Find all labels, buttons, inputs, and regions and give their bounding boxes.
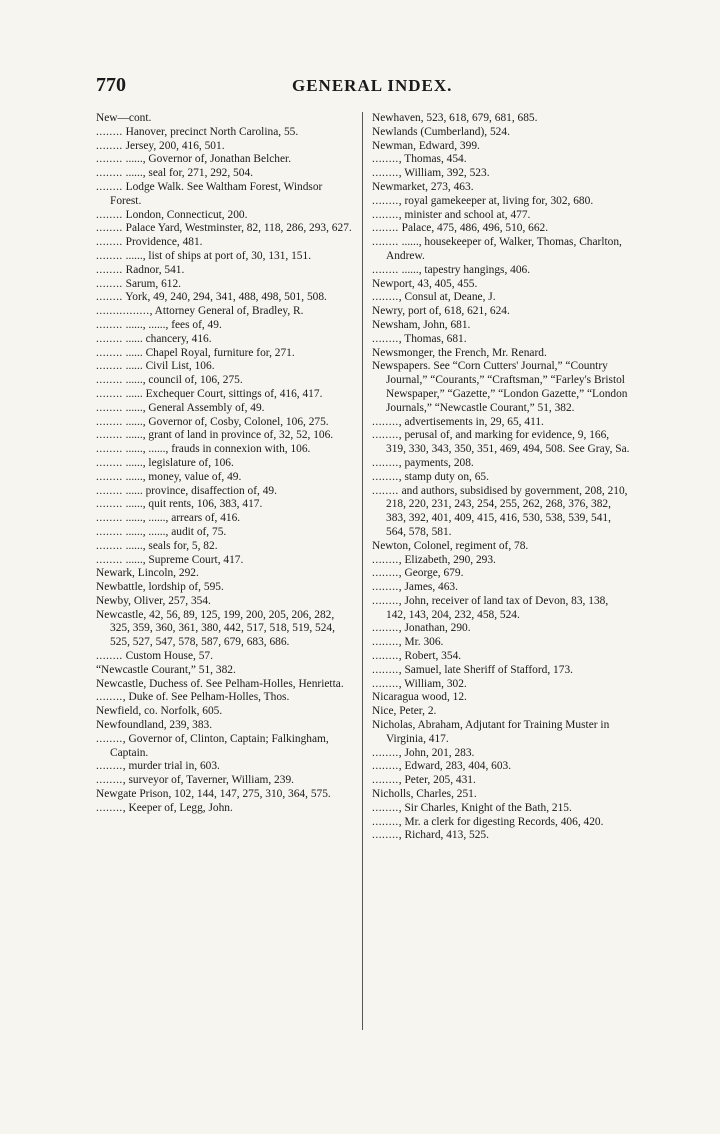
index-entry <box>372 622 630 636</box>
index-entry <box>372 236 630 264</box>
index-entry <box>372 567 630 581</box>
entry-leader: ........ <box>372 650 399 663</box>
index-entry <box>96 333 354 347</box>
entry-text: , payments, 208. <box>398 456 474 469</box>
entry-text: London, Connecticut, 200. <box>122 208 248 221</box>
entry-text: Jersey, 200, 416, 501. <box>122 139 225 152</box>
index-entry <box>96 650 354 664</box>
entry-text: Newman, Edward, 399. <box>372 139 480 152</box>
entry-text: , Mr. a clerk for digesting Records, 406, 420. <box>398 815 604 828</box>
entry-text: , Jonathan, 290. <box>398 622 471 635</box>
entry-leader: ................ <box>96 305 150 318</box>
entry-text: ......, list of ships at port of, 30, 131, 151. <box>122 249 312 262</box>
entry-text: Newfield, co. Norfolk, 605. <box>96 705 223 718</box>
entry-leader: ........ <box>96 415 123 428</box>
entry-leader: ........ <box>372 774 399 787</box>
index-entry <box>96 498 354 512</box>
entry-text: Nicaragua wood, 12. <box>372 691 467 704</box>
entry-leader: ........ <box>372 167 399 180</box>
entry-leader: ........ <box>96 539 123 552</box>
index-entry <box>372 747 630 761</box>
entry-text: , Thomas, 681. <box>398 332 467 345</box>
entry-leader: ........ <box>96 167 123 180</box>
entry-leader: ........ <box>96 429 123 442</box>
index-entry <box>372 816 630 830</box>
entry-text: ...... Exchequer Court, sittings of, 416, 417. <box>122 387 323 400</box>
entry-leader: ........ <box>96 732 123 745</box>
entry-leader: ........ <box>96 222 123 235</box>
entry-leader: ........ <box>372 291 399 304</box>
entry-text: , Duke of. See Pelham-Holles, Thos. <box>122 691 290 704</box>
index-entry <box>372 719 630 747</box>
entry-leader: ........ <box>372 263 399 276</box>
entry-text: ......, seals for, 5, 82. <box>122 539 218 552</box>
index-entry <box>372 691 630 705</box>
index-entry <box>372 181 630 195</box>
index-entry <box>372 595 630 623</box>
entry-leader: ........ <box>96 443 123 456</box>
entry-text: Newcastle, Duchess of. See Pelham-Holles, Henrietta. <box>96 677 344 690</box>
index-entry <box>372 471 630 485</box>
page-number: 770 <box>96 74 126 96</box>
entry-leader: ........ <box>372 484 399 497</box>
index-entry <box>372 126 630 140</box>
entry-text: Newton, Colonel, regiment of, 78. <box>372 539 529 552</box>
index-entry <box>96 264 354 278</box>
index-entry <box>372 802 630 816</box>
index-entry <box>96 595 354 609</box>
entry-text: Newsham, John, 681. <box>372 318 471 331</box>
entry-text: New—cont. <box>96 112 152 124</box>
index-entry <box>96 402 354 416</box>
entry-text: , Richard, 413, 525. <box>398 829 489 842</box>
entry-text: ......, Governor of, Jonathan Belcher. <box>122 153 292 166</box>
entry-text: ......, seal for, 271, 292, 504. <box>122 167 253 180</box>
index-column-left <box>96 112 354 816</box>
entry-leader: ........ <box>372 567 399 580</box>
entry-leader: ........ <box>96 525 123 538</box>
entry-text: ......, Supreme Court, 417. <box>122 553 244 566</box>
index-entry <box>96 788 354 802</box>
entry-text: Newbattle, lordship of, 595. <box>96 581 224 594</box>
index-entry <box>96 209 354 223</box>
index-entry <box>372 664 630 678</box>
index-entry <box>372 457 630 471</box>
index-entry <box>96 733 354 761</box>
index-entry <box>372 291 630 305</box>
index-entry <box>96 567 354 581</box>
entry-text: , James, 463. <box>398 581 458 594</box>
index-entry <box>372 278 630 292</box>
index-entry <box>372 305 630 319</box>
entry-leader: ........ <box>372 622 399 635</box>
entry-text: Custom House, 57. <box>122 650 213 663</box>
entry-leader: ........ <box>96 374 123 387</box>
index-entry <box>372 760 630 774</box>
index-entry <box>96 278 354 292</box>
index-entry <box>372 319 630 333</box>
index-entry <box>372 485 630 540</box>
entry-text: , John, receiver of land tax of Devon, 83, 138, 142, 143, 204, 232, 458, 524. <box>386 594 609 621</box>
index-entry <box>96 540 354 554</box>
index-entry <box>96 167 354 181</box>
entry-text: Palace, 475, 486, 496, 510, 662. <box>398 222 549 235</box>
entry-text: , surveyor of, Taverner, William, 239. <box>122 774 294 787</box>
entry-leader: ........ <box>96 512 123 525</box>
entry-text: ...... province, disaffection of, 49. <box>122 484 277 497</box>
entry-text: Newgate Prison, 102, 144, 147, 275, 310, 364, 575. <box>96 788 331 801</box>
entry-leader: ........ <box>372 332 399 345</box>
index-entry <box>96 705 354 719</box>
entry-leader: ........ <box>372 636 399 649</box>
index-entry <box>96 126 354 140</box>
entry-text: , William, 302. <box>398 677 467 690</box>
entry-text: ......, General Assembly of, 49. <box>122 401 265 414</box>
index-entry <box>96 554 354 568</box>
index-entry <box>96 457 354 471</box>
entry-text: Nice, Peter, 2. <box>372 705 437 718</box>
entry-text: , stamp duty on, 65. <box>398 470 489 483</box>
entry-text: , advertisements in, 29, 65, 411. <box>398 415 544 428</box>
entry-leader: ........ <box>96 484 123 497</box>
index-entry <box>96 581 354 595</box>
entry-leader: ........ <box>372 208 399 221</box>
entry-text: Newry, port of, 618, 621, 624. <box>372 305 510 318</box>
entry-leader: ........ <box>96 277 123 290</box>
entry-text: ......, tapestry hangings, 406. <box>398 263 531 276</box>
index-entry <box>96 719 354 733</box>
entry-leader: ........ <box>372 236 399 249</box>
page-header <box>96 74 636 102</box>
index-entry <box>372 167 630 181</box>
entry-text: , Sir Charles, Knight of the Bath, 215. <box>398 801 572 814</box>
entry-leader: ........ <box>96 236 123 249</box>
entry-text: , murder trial in, 603. <box>122 760 220 773</box>
entry-text: ...... Civil List, 106. <box>122 360 215 373</box>
entry-text: ......, council of, 106, 275. <box>122 374 243 387</box>
entry-text: , perusal of, and marking for evidence, 9, 166, 319, 330, 343, 350, 351, 469, 494, 508. See Gray, Sa. <box>386 429 630 456</box>
entry-text: , Samuel, late Sheriff of Stafford, 173. <box>398 663 573 676</box>
index-entry <box>372 140 630 154</box>
index-entry <box>96 512 354 526</box>
entry-leader: ........ <box>372 581 399 594</box>
entry-leader: ........ <box>96 332 123 345</box>
entry-leader: ........ <box>96 318 123 331</box>
index-entry <box>96 774 354 788</box>
index-entry <box>372 112 630 126</box>
index-entry <box>372 788 630 802</box>
entry-text: ......, money, value of, 49. <box>122 470 242 483</box>
index-entry <box>96 347 354 361</box>
index-entry <box>96 153 354 167</box>
index-entry <box>96 140 354 154</box>
entry-leader: ........ <box>372 153 399 166</box>
entry-leader: ........ <box>372 760 399 773</box>
entry-leader: ........ <box>96 456 123 469</box>
entry-text: , Edward, 283, 404, 603. <box>398 760 512 773</box>
entry-leader: ........ <box>372 677 399 690</box>
index-entry <box>372 540 630 554</box>
entry-leader: ........ <box>96 401 123 414</box>
index-entry <box>96 319 354 333</box>
entry-text: , John, 201, 283. <box>398 746 475 759</box>
entry-text: ......, quit rents, 106, 383, 417. <box>122 498 263 511</box>
entry-leader: ........ <box>372 829 399 842</box>
entry-text: Newhaven, 523, 618, 679, 681, 685. <box>372 112 538 124</box>
entry-text: ......, ......, fees of, 49. <box>122 318 222 331</box>
index-entry <box>96 802 354 816</box>
entry-leader: ........ <box>96 801 123 814</box>
index-entry <box>96 416 354 430</box>
entry-text: Newark, Lincoln, 292. <box>96 567 199 580</box>
entry-leader: ........ <box>96 691 123 704</box>
entry-leader: ........ <box>96 208 123 221</box>
index-entry <box>372 774 630 788</box>
index-entry <box>96 388 354 402</box>
entry-leader: ........ <box>96 139 123 152</box>
index-entry <box>96 374 354 388</box>
entry-text: ......, ......, audit of, 75. <box>122 525 227 538</box>
entry-leader: ........ <box>96 360 123 373</box>
index-entry <box>96 236 354 250</box>
index-entry <box>372 581 630 595</box>
entry-leader: ........ <box>96 387 123 400</box>
entry-text: Newfoundland, 239, 383. <box>96 719 213 732</box>
entry-leader: ........ <box>96 553 123 566</box>
entry-leader: ........ <box>372 815 399 828</box>
entry-text: Palace Yard, Westminster, 82, 118, 286, 293, 627. <box>122 222 352 235</box>
entry-text: ......, legislature of, 106. <box>122 456 234 469</box>
index-entry <box>372 195 630 209</box>
index-entry <box>372 429 630 457</box>
entry-leader: ........ <box>372 663 399 676</box>
entry-leader: ........ <box>96 774 123 787</box>
entry-leader: ........ <box>96 180 123 193</box>
entry-text: ......, Governor of, Cosby, Colonel, 106, 275. <box>122 415 329 428</box>
index-entry <box>96 609 354 650</box>
entry-text: Radnor, 541. <box>122 263 185 276</box>
index-entry <box>96 443 354 457</box>
entry-text: , Consul at, Deane, J. <box>398 291 496 304</box>
index-entry <box>96 678 354 692</box>
entry-text: ...... chancery, 416. <box>122 332 212 345</box>
entry-text: Sarum, 612. <box>122 277 181 290</box>
index-entry <box>96 360 354 374</box>
index-entry <box>372 636 630 650</box>
index-entry <box>372 678 630 692</box>
index-entry <box>372 650 630 664</box>
entry-text: Newsmonger, the French, Mr. Renard. <box>372 346 547 359</box>
index-entry <box>372 554 630 568</box>
entry-text: , William, 392, 523. <box>398 167 490 180</box>
entry-text: Lodge Walk. See Waltham Forest, Windsor Forest. <box>110 180 323 207</box>
entry-text: ......, ......, arrears of, 416. <box>122 512 241 525</box>
index-entry <box>372 153 630 167</box>
index-entry <box>372 829 630 843</box>
index-entry <box>372 209 630 223</box>
entry-leader: ........ <box>96 760 123 773</box>
index-entry <box>372 360 630 415</box>
entry-leader: ........ <box>96 291 123 304</box>
index-entry <box>372 347 630 361</box>
entry-text: Newport, 43, 405, 455. <box>372 277 478 290</box>
index-entry <box>96 691 354 705</box>
entry-text: , Keeper of, Legg, John. <box>122 801 233 814</box>
index-entry <box>372 416 630 430</box>
entry-text: , Mr. 306. <box>398 636 444 649</box>
entry-text: , Elizabeth, 290, 293. <box>398 553 496 566</box>
entry-text: Newby, Oliver, 257, 354. <box>96 594 211 607</box>
index-entry <box>372 264 630 278</box>
index-entry <box>96 485 354 499</box>
index-entry <box>96 760 354 774</box>
entry-leader: ........ <box>372 553 399 566</box>
entry-text: Nicholls, Charles, 251. <box>372 788 477 801</box>
entry-text: , minister and school at, 477. <box>398 208 531 221</box>
entry-text: Newlands (Cumberland), 524. <box>372 125 510 138</box>
entry-text: ......, housekeeper of, Walker, Thomas, Charlton, Andrew. <box>386 236 622 262</box>
entry-text: Providence, 481. <box>122 236 203 249</box>
index-entry <box>96 291 354 305</box>
entry-text: , Peter, 205, 431. <box>398 774 476 787</box>
entry-leader: ........ <box>96 153 123 166</box>
entry-leader: ........ <box>372 801 399 814</box>
entry-leader: ........ <box>372 194 399 207</box>
index-entry <box>96 526 354 540</box>
entry-text: ......, grant of land in province of, 32, 52, 106. <box>122 429 334 442</box>
page-title: GENERAL INDEX. <box>292 76 453 95</box>
entry-text: Newspapers. See “Corn Cutters' Journal,” “Country Journal,” “Courants,” “Craftsman,” “Farley's Bristol Newspaper,” “Gazette,” “London Gazette,” “London Journals,” “Newcastle Courant,” 51, 382. <box>372 360 628 414</box>
index-entry <box>96 250 354 264</box>
entry-text: Newcastle, 42, 56, 89, 125, 199, 200, 205, 206, 282, 325, 359, 360, 361, 380, 442, 517, 518, 519, 524, 525, 527, 547, 578, 587, 679, 683, 686. <box>96 608 335 649</box>
entry-text: Newmarket, 273, 463. <box>372 180 474 193</box>
entry-leader: ........ <box>96 470 123 483</box>
entry-leader: ........ <box>96 263 123 276</box>
entry-text: ...... Chapel Royal, furniture for, 271. <box>122 346 295 359</box>
index-entry <box>96 181 354 209</box>
entry-text: ......, ......, frauds in connexion with, 106. <box>122 443 311 456</box>
index-entry <box>96 471 354 485</box>
entry-text: , George, 679. <box>398 567 464 580</box>
index-entry <box>96 112 354 126</box>
index-entry <box>96 664 354 678</box>
entry-text: , royal gamekeeper at, living for, 302, 680. <box>398 194 594 207</box>
entry-leader: ........ <box>372 456 399 469</box>
entry-leader: ........ <box>96 498 123 511</box>
index-entry <box>96 305 354 319</box>
index-entry <box>372 222 630 236</box>
entry-leader: ........ <box>96 650 123 663</box>
index-column-right <box>372 112 630 843</box>
entry-text: , Attorney General of, Bradley, R. <box>149 305 304 318</box>
entry-leader: ........ <box>372 594 399 607</box>
entry-text: Hanover, precinct North Carolina, 55. <box>122 125 299 138</box>
entry-text: “Newcastle Courant,” 51, 382. <box>96 663 236 676</box>
entry-text: , Governor of, Clinton, Captain; Falkingham, Captain. <box>110 732 329 759</box>
entry-leader: ........ <box>372 470 399 483</box>
entry-leader: ........ <box>372 429 399 442</box>
index-entry <box>372 705 630 719</box>
entry-text: and authors, subsidised by government, 208, 210, 218, 220, 231, 243, 254, 255, 262, 268, 376, 382, 383, 392, 401, 409, 415, 416, 530, 538, 539, 541, 564, 578, 581. <box>386 484 628 538</box>
entry-leader: ........ <box>96 125 123 138</box>
index-entry <box>96 429 354 443</box>
entry-text: , Thomas, 454. <box>398 153 467 166</box>
entry-text: Nicholas, Abraham, Adjutant for Training Muster in Virginia, 417. <box>372 719 610 745</box>
entry-leader: ........ <box>96 346 123 359</box>
entry-leader: ........ <box>372 415 399 428</box>
column-divider <box>362 112 363 1030</box>
entry-leader: ........ <box>372 746 399 759</box>
entry-leader: ........ <box>372 222 399 235</box>
index-entry <box>372 333 630 347</box>
entry-text: , Robert, 354. <box>398 650 462 663</box>
index-entry <box>96 222 354 236</box>
entry-text: York, 49, 240, 294, 341, 488, 498, 501, 508. <box>122 291 327 304</box>
entry-leader: ........ <box>96 249 123 262</box>
